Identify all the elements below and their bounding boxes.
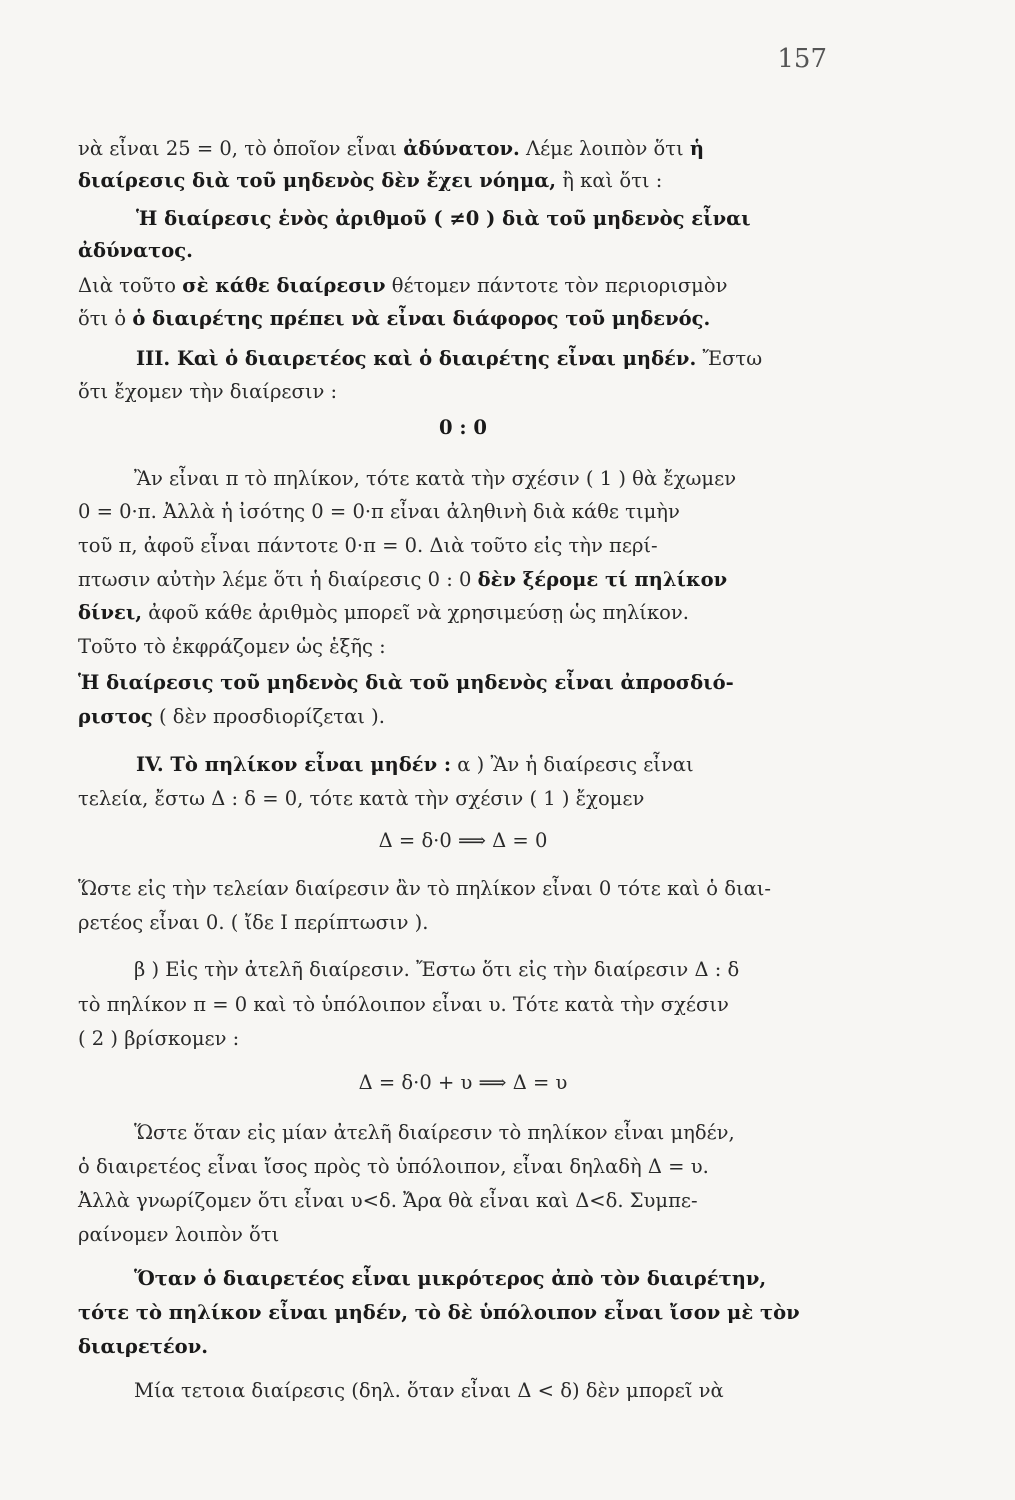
text-line [78,273,848,299]
text-line: τοῦ π, ἀφοῦ εἶναι πάντοτε 0·π = 0. Διὰ τοῦτο εἰς τὴν περί- [78,534,658,557]
page-number: 157 [777,44,827,74]
text-line: Ἂν εἶναι π τὸ πηλίκον, τότε κατὰ τὴν σχέσιν ( 1 ) θὰ ἔχωμεν [134,467,737,490]
text-span: πτωσιν αὐτὴν λέμε ὅτι ἡ διαίρεσις 0 : 0 [78,568,478,591]
bold-span: ἡ [689,137,705,160]
bold-span: δίνει, [78,601,143,624]
text-line: ραίνομεν λοιπὸν ὅτι [78,1223,280,1246]
text-line: τὸ πηλίκον π = 0 καὶ τὸ ὑπόλοιπον εἶναι υ. Τότε κατὰ τὴν σχέσιν [78,993,729,1016]
bold-statement-line: Ἡ διαίρεσις τοῦ μηδενὸς διὰ τοῦ μηδενὸς εἶναι ἀπροσδιό- [78,671,734,694]
text-line: Ὥστε εἰς τὴν τελείαν διαίρεσιν ἂν τὸ πηλίκον εἶναι 0 τότε καὶ ὁ διαι- [78,877,772,900]
formula-line: Δ = δ·0 ⟹ Δ = 0 [378,829,548,852]
text-line: Ἀλλὰ γνωρίζομεν ὅτι εἶναι υ<δ. Ἄρα θὰ εἶναι καὶ Δ<δ. Συμπε- [78,1189,698,1212]
text-line: ( 2 ) βρίσκομεν : [78,1027,240,1050]
bold-statement-line: τότε τὸ πηλίκον εἶναι μηδέν, τὸ δὲ ὑπόλοιπον εἶναι ἴσον μὲ τὸν [78,1301,800,1324]
text-line: τελεία, ἔστω Δ : δ = 0, τότε κατὰ τὴν σχέσιν ( 1 ) ἔχομεν [78,787,645,810]
text-line [78,704,848,730]
text-line: ὁ διαιρετέος εἶναι ἴσος πρὸς τὸ ὑπόλοιπον, εἶναι δηλαδὴ Δ = υ. [78,1155,709,1178]
text-line: 0 = 0·π. Ἀλλὰ ἡ ἰσότης 0 = 0·π εἶναι ἀληθινὴ διὰ κάθε τιμὴν [78,500,680,523]
text-span: α ) Ἂν ἡ διαίρεσις εἶναι [451,753,694,776]
text-span: Διὰ τοῦτο [78,274,183,297]
bold-statement-line: διαιρετέον. [78,1335,209,1358]
section-heading-line [136,752,848,778]
text-span: νὰ εἶναι 25 = 0, τὸ ὁποῖον εἶναι [78,137,404,160]
bold-span: ΙV. Τὸ πηλίκον εἶναι μηδέν : [136,753,452,776]
bold-span: ὁ διαιρέτης πρέπει νὰ εἶναι διάφορος τοῦ μηδενός. [132,307,711,330]
text-span: θέτομεν πάντοτε τὸν περιορισμὸν [385,274,728,297]
bold-span: ριστος [78,705,153,728]
bold-span: δὲν ξέρομε τί πηλίκον [477,568,728,591]
bold-span: ΙΙΙ. Καὶ ὁ διαιρετέος καὶ ὁ διαιρέτης εἶναι μηδέν. [136,347,697,370]
section-heading-line [136,346,848,372]
text-line: Μία τετοια διαίρεσις (δηλ. ὅταν εἶναι Δ < δ) δὲν μπορεῖ νὰ [134,1379,724,1402]
text-line: β ) Εἰς τὴν ἀτελῆ διαίρεσιν. Ἔστω ὅτι εἰς τὴν διαίρεσιν Δ : δ [134,958,740,981]
bold-statement-line: Ὅταν ὁ διαιρετέος εἶναι μικρότερος ἀπὸ τὸν διαιρέτην, [134,1267,767,1290]
text-line [78,567,848,593]
text-line [78,306,848,332]
text-line: ὅτι ἔχομεν τὴν διαίρεσιν : [78,380,338,403]
text-line [78,168,848,194]
formula-line: Δ = δ·0 + υ ⟹ Δ = υ [358,1071,568,1094]
text-line [78,136,848,162]
bold-span: σὲ κάθε διαίρεσιν [182,274,386,297]
text-span: ἢ καὶ ὅτι : [556,169,663,192]
bold-span: διαίρεσις διὰ τοῦ μηδενὸς δὲν ἔχει νόημα, [78,169,557,192]
bold-statement-line: ἀδύνατος. [78,239,193,262]
text-span: Ἔστω [696,347,763,370]
text-line: Τοῦτο τὸ ἐκφράζομεν ὡς ἑξῆς : [78,635,386,658]
text-line [78,600,848,626]
text-line: ρετέος εἶναι 0. ( ἴδε Ι περίπτωσιν ). [78,911,429,934]
text-span: ( δὲν προσδιορίζεται ). [152,705,385,728]
bold-span: ἀδύνατον. [403,137,520,160]
text-span: Λέμε λοιπὸν ὅτι [519,137,690,160]
bold-statement-line: Ἡ διαίρεσις ἑνὸς ἀριθμοῦ ( ≠0 ) διὰ τοῦ μηδενὸς εἶναι [136,207,751,230]
text-line: Ὥστε ὅταν εἰς μίαν ἀτελῆ διαίρεσιν τὸ πηλίκον εἶναι μηδέν, [134,1121,735,1144]
text-span: ὅτι ὁ [78,307,133,330]
formula-line: 0 : 0 [439,416,487,439]
text-span: ἀφοῦ κάθε ἀριθμὸς μπορεῖ νὰ χρησιμεύσῃ ὡς πηλίκον. [142,601,689,624]
